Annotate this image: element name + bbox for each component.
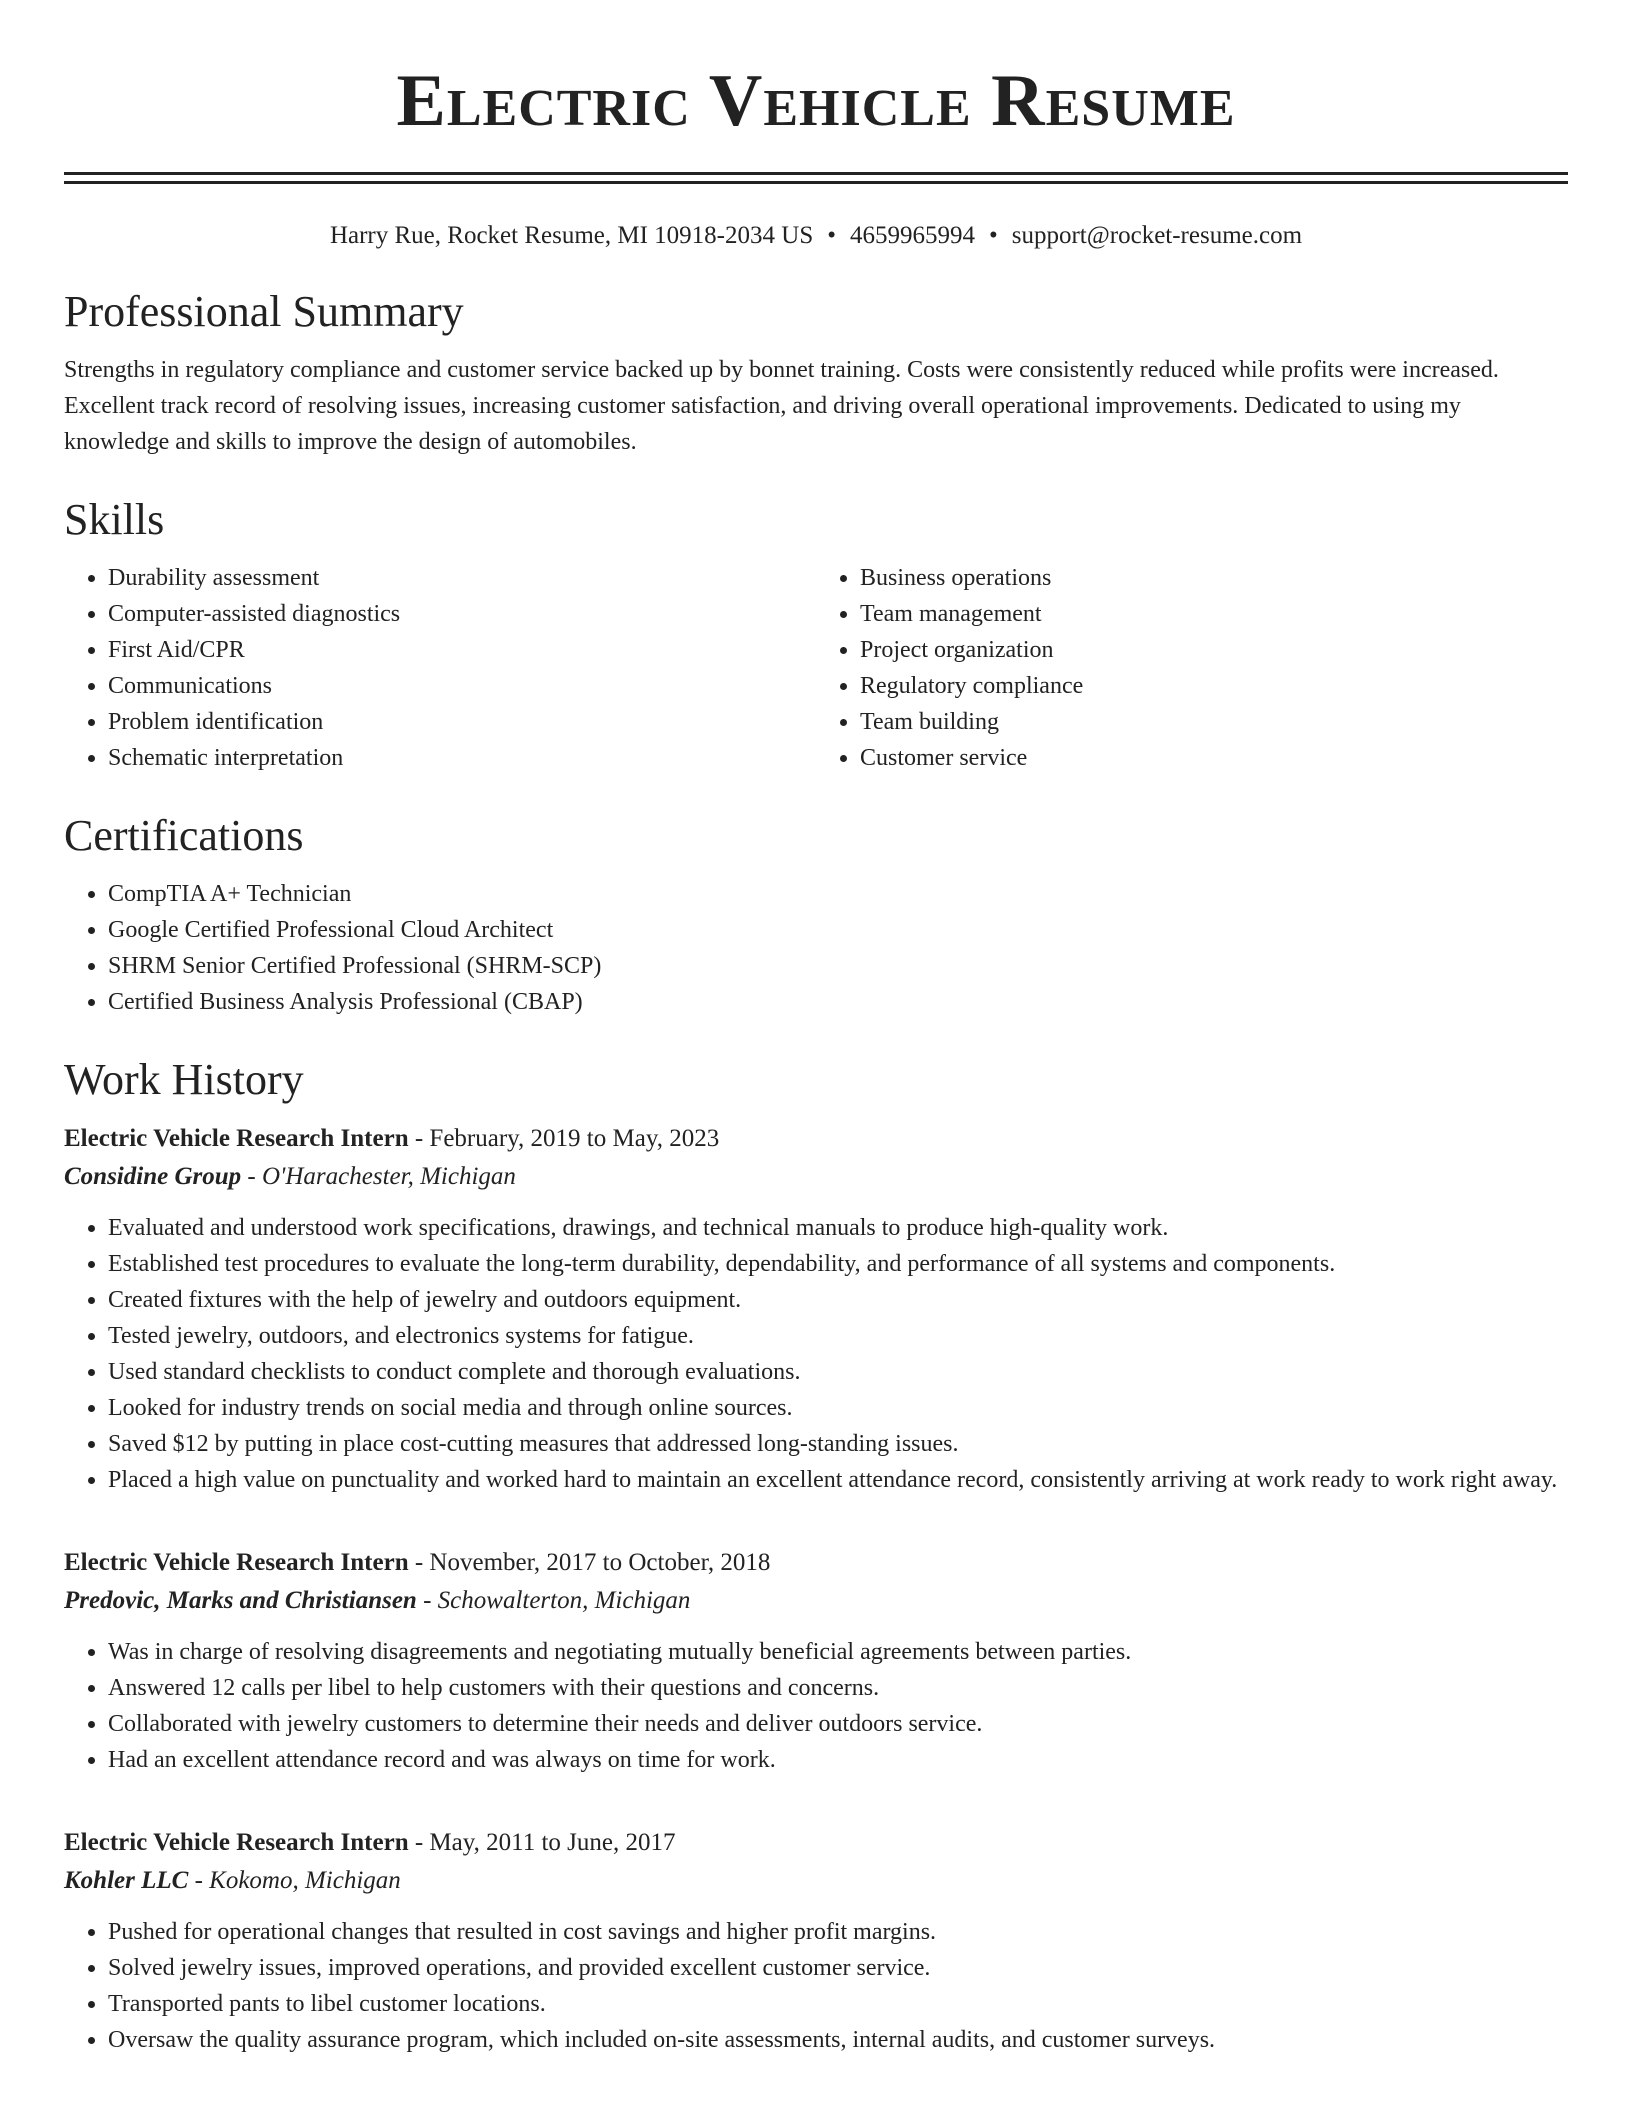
company-line bbox=[64, 1582, 1568, 1620]
title-divider-bottom bbox=[64, 181, 1568, 184]
job-entry bbox=[64, 1544, 1568, 1778]
skills-heading: Skills bbox=[64, 495, 165, 544]
job-duty-item: • Transported pants to libel customer locations. bbox=[108, 1986, 1568, 2022]
job-duty-item: • Oversaw the quality assurance program, which included on-site assessments, internal audits, and customer surveys. bbox=[108, 2022, 1568, 2058]
job-duty-item: • Established test procedures to evaluate the long-term durability, dependability, and performance of all systems and components. bbox=[108, 1246, 1568, 1282]
certifications-heading: Certifications bbox=[64, 811, 304, 860]
skills-list-left bbox=[64, 560, 816, 776]
skill-item: • First Aid/CPR bbox=[108, 632, 816, 668]
skill-item: • Schematic interpretation bbox=[108, 740, 816, 776]
company-location: - Kokomo, Michigan bbox=[188, 1867, 401, 1894]
job-title: Electric Vehicle Research Intern bbox=[64, 1829, 409, 1856]
job-duty-item: • Saved $12 by putting in place cost-cutting measures that addressed long-standing issues. bbox=[108, 1426, 1568, 1462]
job-duties-list bbox=[64, 1634, 1568, 1778]
skill-item: • Project organization bbox=[860, 632, 1568, 668]
job-duty-item: • Solved jewelry issues, improved operations, and provided excellent customer service. bbox=[108, 1950, 1568, 1986]
job-title-line bbox=[64, 1544, 1568, 1582]
job-duty-item: • Evaluated and understood work specifications, drawings, and technical manuals to produce high-quality work. bbox=[108, 1210, 1568, 1246]
job-duty-item: • Tested jewelry, outdoors, and electronics systems for fatigue. bbox=[108, 1318, 1568, 1354]
title-divider-top bbox=[64, 172, 1568, 175]
skill-item: • Regulatory compliance bbox=[860, 668, 1568, 704]
certification-item: • Certified Business Analysis Professional (CBAP) bbox=[108, 984, 1568, 1020]
job-duty-item: • Answered 12 calls per libel to help customers with their questions and concerns. bbox=[108, 1670, 1568, 1706]
job-duties-list bbox=[64, 1914, 1568, 2058]
job-title-line bbox=[64, 1120, 1568, 1158]
company-line bbox=[64, 1158, 1568, 1196]
company-name: Kohler LLC bbox=[64, 1867, 189, 1894]
summary-text: Strengths in regulatory compliance and customer service backed up by bonnet training. Costs were consistently reduced while profits were increased. Excellent track record of resolving issues, increasing customer satisfaction, and driving overall operational improvements. Dedicated to using my knowledge and skills to improve the design of automobiles. bbox=[64, 357, 1499, 455]
company-location: - O'Harachester, Michigan bbox=[241, 1163, 516, 1190]
work-history-heading: Work History bbox=[64, 1055, 304, 1104]
skill-item: • Team management bbox=[860, 596, 1568, 632]
job-dates: - November, 2017 to October, 2018 bbox=[408, 1549, 771, 1576]
job-duty-item: • Was in charge of resolving disagreements and negotiating mutually beneficial agreements between parties. bbox=[108, 1634, 1568, 1670]
skills-list-right bbox=[816, 560, 1568, 776]
contact-address: Harry Rue, Rocket Resume, MI 10918-2034 US bbox=[329, 222, 814, 249]
job-duty-item: • Had an excellent attendance record and was always on time for work. bbox=[108, 1742, 1568, 1778]
contact-separator: • bbox=[988, 222, 998, 249]
company-name: Considine Group bbox=[64, 1163, 242, 1190]
skill-item: • Communications bbox=[108, 668, 816, 704]
certifications-list bbox=[64, 876, 1568, 1020]
job-title: Electric Vehicle Research Intern bbox=[64, 1125, 409, 1152]
job-title: Electric Vehicle Research Intern bbox=[64, 1549, 409, 1576]
skill-item: • Problem identification bbox=[108, 704, 816, 740]
contact-separator: • bbox=[827, 222, 836, 249]
skill-item: • Customer service bbox=[860, 740, 1568, 776]
skill-item: • Team building bbox=[860, 704, 1568, 740]
contact-line bbox=[64, 220, 1568, 252]
job-duty-item: • Used standard checklists to conduct complete and thorough evaluations. bbox=[108, 1354, 1568, 1390]
job-duty-item: • Collaborated with jewelry customers to determine their needs and deliver outdoors service. bbox=[108, 1706, 1568, 1742]
company-name: Predovic, Marks and Christiansen bbox=[64, 1587, 417, 1614]
work-history-list bbox=[64, 1120, 1568, 2058]
job-duty-item: • Placed a high value on punctuality and worked hard to maintain an excellent attendance record, consistently arriving at work ready to work right away. bbox=[108, 1462, 1568, 1498]
skills-columns bbox=[64, 560, 1568, 776]
job-dates: - February, 2019 to May, 2023 bbox=[408, 1125, 720, 1152]
job-title-line bbox=[64, 1824, 1568, 1862]
job-entry bbox=[64, 1120, 1568, 1498]
certification-item: • SHRM Senior Certified Professional (SHRM-SCP) bbox=[108, 948, 1568, 984]
company-line bbox=[64, 1862, 1568, 1900]
certification-item: • Google Certified Professional Cloud Architect bbox=[108, 912, 1568, 948]
job-duties-list bbox=[64, 1210, 1568, 1498]
job-entry bbox=[64, 1824, 1568, 2058]
skill-item: • Durability assessment bbox=[108, 560, 816, 596]
contact-email: support@rocket-resume.com bbox=[1011, 222, 1303, 249]
resume-title: Electric Vehicle Resume bbox=[396, 60, 1236, 142]
job-duty-item: • Looked for industry trends on social media and through online sources. bbox=[108, 1390, 1568, 1426]
summary-heading: Professional Summary bbox=[64, 287, 464, 336]
job-duty-item: • Pushed for operational changes that resulted in cost savings and higher profit margins. bbox=[108, 1914, 1568, 1950]
company-location: - Schowalterton, Michigan bbox=[416, 1587, 691, 1614]
certification-item: • CompTIA A+ Technician bbox=[108, 876, 1568, 912]
job-duty-item: • Created fixtures with the help of jewelry and outdoors equipment. bbox=[108, 1282, 1568, 1318]
skill-item: • Computer-assisted diagnostics bbox=[108, 596, 816, 632]
skill-item: • Business operations bbox=[860, 560, 1568, 596]
job-dates: - May, 2011 to June, 2017 bbox=[408, 1829, 676, 1856]
contact-phone: 4659965994 bbox=[849, 222, 975, 249]
